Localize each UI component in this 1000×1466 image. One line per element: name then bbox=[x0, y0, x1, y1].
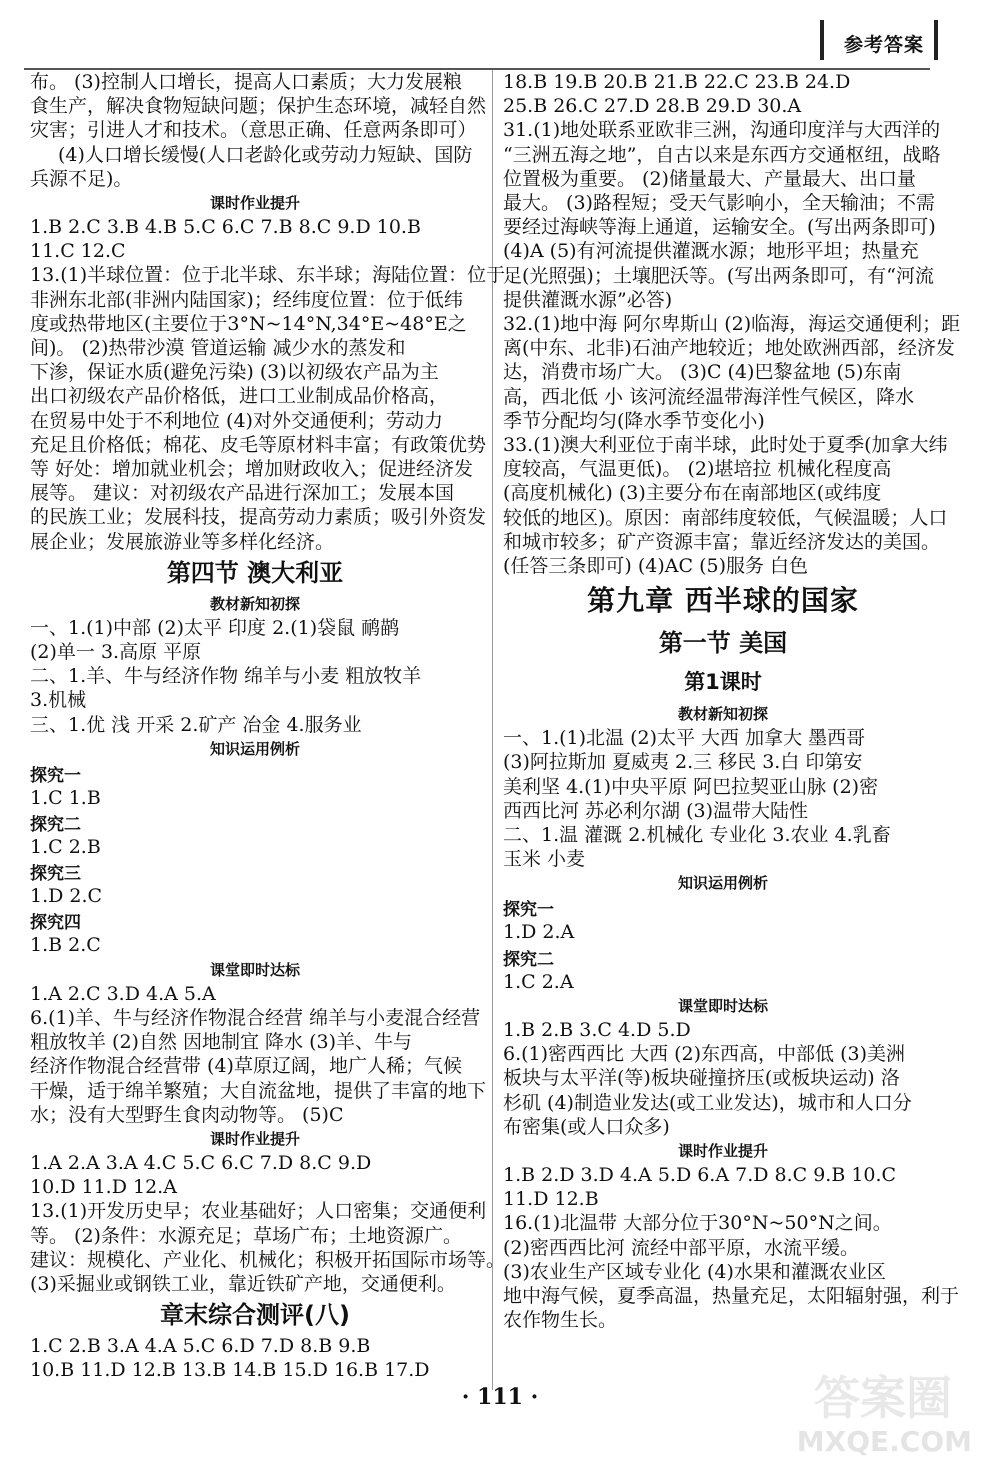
subsection-heading: 知识运用例析 bbox=[677, 874, 768, 893]
answer-line: 食生产，解决食物短缺问题；保护生态环境，减轻自然 bbox=[30, 95, 487, 118]
answer-line: 水；没有大型野生食肉动物等。 (5)C bbox=[30, 1103, 344, 1126]
answer-line: 灾害；引进人才和技术。（意思正确、任意两条即可） bbox=[30, 119, 477, 142]
answer-line: 板块与太平洋(等)板块碰撞挤压(或板块运动) 洛 bbox=[503, 1067, 900, 1090]
left-column bbox=[30, 70, 506, 1383]
answer-line: 玉米 小麦 bbox=[503, 848, 586, 871]
answer-line: 1.D 2.C bbox=[30, 885, 103, 908]
answer-line: 杉矶 (4)制造业发达(或工业发达)，城市和人口分 bbox=[503, 1091, 912, 1114]
answer-line: 兵源不足)。 bbox=[30, 167, 133, 190]
subsection-heading: 课时作业提升 bbox=[677, 1141, 768, 1160]
answer-line: 1.C 2.B bbox=[30, 836, 101, 859]
header-label: 参考答案 bbox=[843, 34, 924, 56]
answer-line: 位置极为重要。 (2)储量最大、产量最大、出口量 bbox=[503, 167, 916, 190]
answer-line: 在贸易中处于不利地位 (4)对外交通便利；劳动力 bbox=[30, 409, 443, 432]
answer-line: 布。 (3)控制人口增长，提高人口素质；大力发展粮 bbox=[30, 71, 462, 93]
answer-line: 16.(1)北温带 大部分位于30°N~50°N之间。 bbox=[503, 1212, 892, 1235]
answer-line: (3)农业生产区域专业化 (4)水果和灌溉农业区 bbox=[503, 1260, 886, 1283]
subsection-heading: 课时作业提升 bbox=[209, 194, 300, 213]
answer-line: 6.(1)密西西比 大西 (2)东西高，中部低 (3)美洲 bbox=[503, 1043, 905, 1066]
answer-line: (3)采掘业或钢铁工业，靠近铁矿产地，交通便利。 bbox=[30, 1272, 456, 1295]
watermark-url: MXQE.COM bbox=[796, 1425, 972, 1458]
answer-line: 1.C 2.A bbox=[503, 970, 574, 993]
answer-line: (4)人口增长缓慢(人口老龄化或劳动力短缺、国防 bbox=[58, 143, 473, 166]
answer-line: 非洲东北部(非洲内陆国家)；经纬度位置：位于低纬 bbox=[30, 288, 463, 311]
answer-line: (3)阿拉斯加 夏威夷 2.三 移民 3.白 印第安 bbox=[503, 751, 863, 774]
watermark-logo: 答案圈 bbox=[814, 1371, 952, 1425]
answer-line: 1.A 2.A 3.A 4.C 5.C 6.C 7.D 8.C 9.D bbox=[30, 1151, 372, 1174]
answer-line: 最大。 (3)路程短；受天气影响小，全天输油；不需 bbox=[503, 192, 935, 215]
answer-line: 3.机械 bbox=[30, 689, 87, 712]
answer-line: 二、1.温 灌溉 2.机械化 专业化 3.农业 4.乳畜 bbox=[503, 824, 891, 847]
answer-line: 25.B 26.C 27.D 28.B 29.D 30.A bbox=[503, 95, 802, 118]
answer-line: 经济作物混合经营带 (4)草原辽阔，地广人稀；气候 bbox=[30, 1055, 462, 1078]
answer-line: 提供灌溉水源”必答) bbox=[503, 288, 673, 311]
section-heading: 第一节 美国 bbox=[658, 629, 788, 658]
answer-line: 展企业；发展旅游业等多样化经济。 bbox=[30, 530, 335, 553]
answer-line: 地中海气候，夏季高温，热量充足，太阳辐射强，利于 bbox=[503, 1284, 960, 1307]
answer-line: 一、1.(1)中部 (2)太平 印度 2.(1)袋鼠 鸸鹋 bbox=[30, 616, 400, 639]
answer-line: 10.B 11.D 12.B 13.B 14.B 15.D 16.B 17.D bbox=[30, 1359, 430, 1382]
answer-line: 和城市较多；矿产资源丰富；靠近经济发达的美国。 bbox=[503, 530, 941, 553]
answer-line: 1.B 2.C bbox=[30, 934, 101, 957]
subsection-heading: 教材新知初探 bbox=[209, 594, 300, 613]
answer-line: 足(光照强)；土壤肥沃等。(写出两条即可，有“河流 bbox=[503, 264, 934, 287]
inquiry-label: 探究三 bbox=[30, 864, 81, 885]
answer-line: 粗放牧羊 (2)自然 因地制宜 降水 (3)羊、牛与 bbox=[30, 1031, 412, 1054]
answer-line: 布密集(或人口众多) bbox=[503, 1115, 670, 1138]
answer-line: 32.(1)地中海 阿尔卑斯山 (2)临海，海运交通便利；距 bbox=[503, 313, 961, 336]
inquiry-label: 探究二 bbox=[30, 815, 81, 836]
answer-line: (任答三条即可) (4)AC (5)服务 白色 bbox=[503, 555, 809, 578]
answer-line: (2)密西西比河 流经中部平原，水流平缓。 bbox=[503, 1236, 859, 1259]
answer-line: 1.B 2.B 3.C 4.D 5.D bbox=[503, 1018, 691, 1041]
answer-line: 达，消费市场广大。 (3)C (4)巴黎盆地 (5)东南 bbox=[503, 361, 902, 384]
answer-line: 13.(1)开发历史早；农业基础好；人口密集；交通便利 bbox=[30, 1200, 487, 1223]
answer-line: 1.D 2.A bbox=[503, 921, 575, 944]
subsection-heading: 知识运用例析 bbox=[209, 739, 300, 758]
section-heading: 第四节 澳大利亚 bbox=[166, 558, 344, 587]
answer-line: 6.(1)羊、牛与经济作物混合经营 绵羊与小麦混合经营 bbox=[30, 1006, 481, 1029]
answer-line: (4)A (5)有河流提供灌溉水源；地形平坦；热量充 bbox=[503, 240, 919, 263]
answer-line: 美利坚 4.(1)中央平原 阿巴拉契亚山脉 (2)密 bbox=[503, 775, 879, 798]
answer-line: 等。 (2)条件：水源充足；草场广布；土地资源广。 bbox=[30, 1224, 462, 1247]
section-heading: 第1课时 bbox=[684, 670, 762, 695]
answer-line: 三、1.优 浅 开采 2.矿产 冶金 4.服务业 bbox=[30, 713, 362, 736]
answer-line: 11.D 12.B bbox=[503, 1188, 599, 1211]
section-heading: 第九章 西半球的国家 bbox=[587, 584, 859, 618]
subsection-heading: 课堂即时达标 bbox=[677, 996, 768, 1015]
answer-line: 建议：规模化、产业化、机械化；积极开拓国际市场等。 bbox=[30, 1248, 506, 1271]
answer-line: 度或热带地区(主要位于3°N~14°N,34°E~48°E之 bbox=[30, 312, 467, 335]
answer-line: 度较高，气温更低)。 (2)堪培拉 机械化程度高 bbox=[503, 458, 892, 481]
answer-line: 间)。 (2)热带沙漠 管道运输 减少水的蒸发和 bbox=[30, 337, 406, 360]
answer-line: (高度机械化) (3)主要分布在南部地区(或纬度 bbox=[503, 482, 882, 505]
answer-line: 展等。 建议：对初级农产品进行深加工；发展本国 bbox=[30, 482, 455, 505]
answer-line: 较低的地区)。原因：南部纬度较低，气候温暖；人口 bbox=[503, 506, 948, 529]
page-number: · 111 · bbox=[461, 1384, 539, 1410]
inquiry-label: 探究一 bbox=[30, 765, 81, 786]
inquiry-label: 探究二 bbox=[503, 949, 554, 970]
answer-line: 13.(1)半球位置：位于北半球、东半球；海陆位置：位于 bbox=[30, 264, 506, 287]
answer-line: 下渗，保证水质(避免污染) (3)以初级农产品为主 bbox=[30, 361, 439, 384]
answer-line: 18.B 19.B 20.B 21.B 22.C 23.B 24.D bbox=[503, 71, 851, 93]
answer-line: 等 好处：增加就业机会；增加财政收入；促进经济发 bbox=[30, 458, 474, 481]
answer-line: 31.(1)地处联系亚欧非三洲，沟通印度洋与大西洋的 bbox=[503, 119, 941, 142]
subsection-heading: 课堂即时达标 bbox=[209, 960, 300, 979]
answer-line: 出口初级农产品价格低，进口工业制成品价格高， bbox=[30, 385, 449, 408]
answer-line: 33.(1)澳大利亚位于南半球，此时处于夏季(加拿大纬 bbox=[503, 434, 948, 457]
page-header bbox=[828, 20, 938, 62]
answer-line: “三洲五海之地”，自古以来是东西方交通枢纽，战略 bbox=[503, 143, 941, 166]
answer-line: 1.B 2.D 3.D 4.A 5.D 6.A 7.D 8.C 9.B 10.C bbox=[503, 1163, 897, 1186]
inquiry-label: 探究一 bbox=[503, 900, 554, 921]
answer-line: 11.C 12.C bbox=[30, 240, 126, 263]
answer-line: 1.A 2.C 3.D 4.A 5.A bbox=[30, 982, 216, 1005]
section-heading: 章末综合测评(八) bbox=[160, 1301, 350, 1330]
answer-line: 要经过海峡等海上通道，运输安全。(写出两条即可) bbox=[503, 216, 936, 239]
subsection-heading: 课时作业提升 bbox=[209, 1129, 300, 1148]
answer-line: 的民族工业；发展科技，提高劳动力素质；吸引外资发 bbox=[30, 506, 487, 529]
answer-line: 高，西北低 小 该河流经温带海洋性气候区，降水 bbox=[503, 385, 915, 408]
answer-line: 一、1.(1)北温 (2)太平 大西 加拿大 墨西哥 bbox=[503, 727, 866, 750]
answer-line: (2)单一 3.高原 平原 bbox=[30, 641, 202, 664]
answer-line: 季节分配均匀(降水季节变化小) bbox=[503, 409, 765, 432]
answer-line: 10.D 11.D 12.A bbox=[30, 1176, 177, 1199]
answer-line: 二、1.羊、牛与经济作物 绵羊与小麦 粗放牧羊 bbox=[30, 665, 422, 688]
answer-line: 1.C 2.B 3.A 4.A 5.C 6.D 7.D 8.B 9.B bbox=[30, 1335, 371, 1358]
answer-line: 西西比河 苏必利尔湖 (3)温带大陆性 bbox=[503, 799, 808, 822]
subsection-heading: 教材新知初探 bbox=[677, 705, 768, 724]
answer-line: 充足且价格低；棉花、皮毛等原材料丰富；有政策优势 bbox=[30, 433, 487, 456]
right-column bbox=[503, 70, 961, 1332]
answer-line: 干燥，适于绵羊繁殖；大自流盆地，提供了丰富的地下 bbox=[30, 1079, 487, 1102]
inquiry-label: 探究四 bbox=[30, 913, 81, 934]
answer-line: 1.B 2.C 3.B 4.B 5.C 6.C 7.B 8.C 9.D 10.B bbox=[30, 216, 421, 239]
answer-line: 农作物生长。 bbox=[503, 1309, 618, 1332]
answer-line: 1.C 1.B bbox=[30, 786, 101, 809]
answer-line: 离(中东、北非)石油产地较近；地处欧洲西部，经济发 bbox=[503, 337, 955, 360]
watermark bbox=[752, 1368, 972, 1458]
